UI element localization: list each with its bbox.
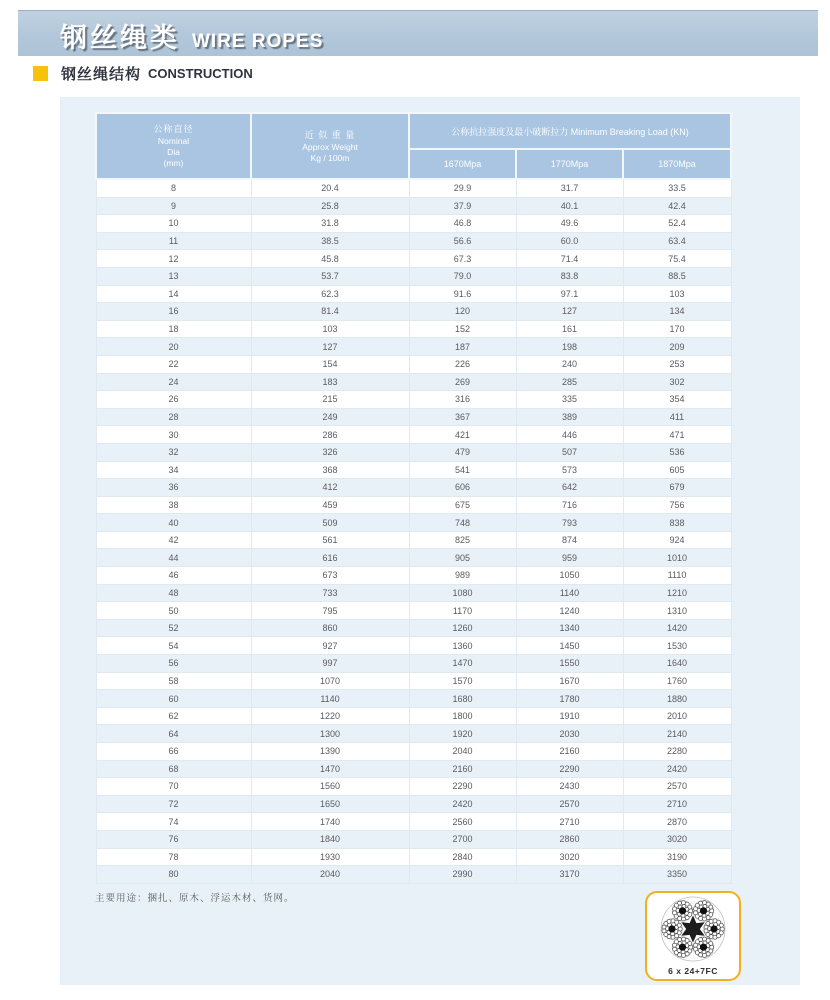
table-row — [96, 672, 731, 690]
table-cell: 1110 — [623, 567, 731, 585]
table-row — [96, 830, 731, 848]
table-cell: 1640 — [623, 655, 731, 673]
table-cell: 2040 — [251, 866, 409, 884]
table-cell: 13 — [96, 267, 251, 285]
table-row — [96, 637, 731, 655]
table-cell: 28 — [96, 408, 251, 426]
col-header-nominal-dia — [96, 113, 251, 179]
table-row — [96, 179, 731, 197]
table-cell: 536 — [623, 443, 731, 461]
table-cell: 1930 — [251, 848, 409, 866]
table-cell: 249 — [251, 408, 409, 426]
table-cell: 924 — [623, 531, 731, 549]
table-cell: 2710 — [623, 795, 731, 813]
table-cell: 52 — [96, 619, 251, 637]
table-cell: 1340 — [516, 619, 623, 637]
table-cell: 302 — [623, 373, 731, 391]
table-row — [96, 443, 731, 461]
table-cell: 286 — [251, 426, 409, 444]
table-row — [96, 725, 731, 743]
table-cell: 2420 — [623, 760, 731, 778]
table-cell: 1670 — [516, 672, 623, 690]
col-header-approx-weight — [251, 113, 409, 179]
table-cell: 44 — [96, 549, 251, 567]
table-cell: 53.7 — [251, 267, 409, 285]
table-cell: 1560 — [251, 778, 409, 796]
table-cell: 269 — [409, 373, 516, 391]
table-cell: 2280 — [623, 743, 731, 761]
table-row — [96, 320, 731, 338]
table-cell: 2160 — [409, 760, 516, 778]
table-cell: 1300 — [251, 725, 409, 743]
table-cell: 479 — [409, 443, 516, 461]
table-cell: 389 — [516, 408, 623, 426]
table-cell: 3020 — [623, 830, 731, 848]
table-cell: 60.0 — [516, 232, 623, 250]
table-row — [96, 549, 731, 567]
table-cell: 509 — [251, 514, 409, 532]
table-cell: 2570 — [516, 795, 623, 813]
table-row — [96, 655, 731, 673]
table-row — [96, 338, 731, 356]
table-cell: 68 — [96, 760, 251, 778]
table-cell: 16 — [96, 303, 251, 321]
table-cell: 31.7 — [516, 179, 623, 197]
table-cell: 1780 — [516, 690, 623, 708]
table-cell: 63.4 — [623, 232, 731, 250]
table-cell: 31.8 — [251, 215, 409, 233]
section-heading — [33, 63, 253, 84]
table-cell: 874 — [516, 531, 623, 549]
table-cell: 675 — [409, 496, 516, 514]
usage-note: 主要用途：捆扎、原木、浮运木材、货网。 — [95, 893, 295, 904]
yellow-bullet-icon — [33, 66, 48, 81]
table-cell: 152 — [409, 320, 516, 338]
table-cell: 71.4 — [516, 250, 623, 268]
table-cell: 120 — [409, 303, 516, 321]
page-title-en: WIRE ROPES — [192, 31, 324, 52]
table-cell: 103 — [623, 285, 731, 303]
table-cell: 421 — [409, 426, 516, 444]
table-row — [96, 707, 731, 725]
col-header-1670mpa: 1670Mpa — [409, 149, 516, 179]
table-cell: 1800 — [409, 707, 516, 725]
table-cell: 10 — [96, 215, 251, 233]
table-row — [96, 778, 731, 796]
table-cell: 1470 — [251, 760, 409, 778]
col-header-line: Kg / 100m — [310, 152, 350, 163]
table-cell: 793 — [516, 514, 623, 532]
table-cell: 2840 — [409, 848, 516, 866]
table-cell: 33.5 — [623, 179, 731, 197]
table-row — [96, 690, 731, 708]
table-cell: 1920 — [409, 725, 516, 743]
table-cell: 46 — [96, 567, 251, 585]
section-title-en: CONSTRUCTION — [148, 66, 253, 81]
table-cell: 1880 — [623, 690, 731, 708]
table-cell: 541 — [409, 461, 516, 479]
table-cell: 446 — [516, 426, 623, 444]
table-cell: 1310 — [623, 602, 731, 620]
table-cell: 756 — [623, 496, 731, 514]
table-cell: 1390 — [251, 743, 409, 761]
table-cell: 2290 — [409, 778, 516, 796]
table-cell: 2570 — [623, 778, 731, 796]
table-cell: 285 — [516, 373, 623, 391]
col-header-1870mpa: 1870Mpa — [623, 149, 731, 179]
table-cell: 25.8 — [251, 197, 409, 215]
table-cell: 80 — [96, 866, 251, 884]
table-cell: 642 — [516, 479, 623, 497]
table-cell: 1550 — [516, 655, 623, 673]
col-header-line: (mm) — [163, 158, 184, 168]
table-cell: 471 — [623, 426, 731, 444]
col-header-line: 近 似 重 量 — [304, 129, 356, 140]
table-row — [96, 267, 731, 285]
table-cell: 673 — [251, 567, 409, 585]
page-title-zh: 钢丝绳类 — [60, 23, 180, 53]
table-row — [96, 567, 731, 585]
table-cell: 368 — [251, 461, 409, 479]
table-cell: 3020 — [516, 848, 623, 866]
table-cell: 60 — [96, 690, 251, 708]
construction-label: 6 x 24+7FC — [668, 966, 718, 976]
table-row — [96, 461, 731, 479]
table-cell: 733 — [251, 584, 409, 602]
content-panel — [60, 97, 800, 985]
table-cell: 2290 — [516, 760, 623, 778]
table-cell: 36 — [96, 479, 251, 497]
table-cell: 411 — [623, 408, 731, 426]
col-header-line: Dia — [167, 147, 180, 157]
table-cell: 46.8 — [409, 215, 516, 233]
table-cell: 81.4 — [251, 303, 409, 321]
table-cell: 989 — [409, 567, 516, 585]
table-cell: 134 — [623, 303, 731, 321]
table-cell: 1070 — [251, 672, 409, 690]
table-cell: 64 — [96, 725, 251, 743]
table-cell: 1220 — [251, 707, 409, 725]
table-cell: 1450 — [516, 637, 623, 655]
table-cell: 20.4 — [251, 179, 409, 197]
table-row — [96, 496, 731, 514]
table-cell: 2140 — [623, 725, 731, 743]
table-cell: 1680 — [409, 690, 516, 708]
table-cell: 78 — [96, 848, 251, 866]
table-row — [96, 408, 731, 426]
table-cell: 2010 — [623, 707, 731, 725]
table-row — [96, 215, 731, 233]
table-cell: 74 — [96, 813, 251, 831]
table-cell: 838 — [623, 514, 731, 532]
table-cell: 103 — [251, 320, 409, 338]
table-cell: 72 — [96, 795, 251, 813]
table-cell: 66 — [96, 743, 251, 761]
table-cell: 187 — [409, 338, 516, 356]
table-cell: 1140 — [516, 584, 623, 602]
table-row — [96, 602, 731, 620]
table-cell: 748 — [409, 514, 516, 532]
table-row — [96, 232, 731, 250]
table-cell: 2420 — [409, 795, 516, 813]
table-cell: 127 — [516, 303, 623, 321]
table-cell: 335 — [516, 391, 623, 409]
table-cell: 367 — [409, 408, 516, 426]
table-row — [96, 743, 731, 761]
table-cell: 2560 — [409, 813, 516, 831]
table-cell: 825 — [409, 531, 516, 549]
table-cell: 1840 — [251, 830, 409, 848]
table-row — [96, 303, 731, 321]
table-cell: 2990 — [409, 866, 516, 884]
table-cell: 9 — [96, 197, 251, 215]
table-cell: 795 — [251, 602, 409, 620]
table-cell: 38.5 — [251, 232, 409, 250]
table-cell: 354 — [623, 391, 731, 409]
table-cell: 79.0 — [409, 267, 516, 285]
table-row — [96, 795, 731, 813]
table-cell: 1080 — [409, 584, 516, 602]
table-cell: 170 — [623, 320, 731, 338]
table-cell: 606 — [409, 479, 516, 497]
table-cell: 30 — [96, 426, 251, 444]
table-cell: 2030 — [516, 725, 623, 743]
table-cell: 88.5 — [623, 267, 731, 285]
table-cell: 62 — [96, 707, 251, 725]
table-cell: 226 — [409, 355, 516, 373]
table-row — [96, 760, 731, 778]
table-cell: 561 — [251, 531, 409, 549]
col-header-line: Approx Weight — [302, 141, 358, 152]
page-header-bar — [18, 10, 818, 56]
table-cell: 97.1 — [516, 285, 623, 303]
table-cell: 997 — [251, 655, 409, 673]
table-cell: 42.4 — [623, 197, 731, 215]
table-row — [96, 197, 731, 215]
table-cell: 22 — [96, 355, 251, 373]
table-cell: 38 — [96, 496, 251, 514]
table-cell: 49.6 — [516, 215, 623, 233]
table-cell: 1360 — [409, 637, 516, 655]
table-cell: 24 — [96, 373, 251, 391]
table-cell: 3190 — [623, 848, 731, 866]
table-row — [96, 866, 731, 884]
table-cell: 2870 — [623, 813, 731, 831]
table-cell: 1140 — [251, 690, 409, 708]
table-cell: 76 — [96, 830, 251, 848]
table-cell: 1740 — [251, 813, 409, 831]
table-cell: 18 — [96, 320, 251, 338]
table-row — [96, 391, 731, 409]
table-cell: 1240 — [516, 602, 623, 620]
table-cell: 62.3 — [251, 285, 409, 303]
table-cell: 459 — [251, 496, 409, 514]
table-cell: 927 — [251, 637, 409, 655]
wire-rope-spec-table — [95, 112, 732, 884]
table-cell: 573 — [516, 461, 623, 479]
table-row — [96, 285, 731, 303]
table-cell: 1530 — [623, 637, 731, 655]
table-cell: 1470 — [409, 655, 516, 673]
col-header-line: 公称直径 — [153, 124, 194, 134]
table-cell: 26 — [96, 391, 251, 409]
table-cell: 2040 — [409, 743, 516, 761]
table-cell: 507 — [516, 443, 623, 461]
table-row — [96, 355, 731, 373]
table-cell: 20 — [96, 338, 251, 356]
table-cell: 326 — [251, 443, 409, 461]
table-header — [96, 113, 731, 179]
table-cell: 127 — [251, 338, 409, 356]
table-cell: 1170 — [409, 602, 516, 620]
table-cell: 2860 — [516, 830, 623, 848]
table-cell: 42 — [96, 531, 251, 549]
table-row — [96, 426, 731, 444]
table-cell: 905 — [409, 549, 516, 567]
table-cell: 70 — [96, 778, 251, 796]
table-cell: 3170 — [516, 866, 623, 884]
table-cell: 183 — [251, 373, 409, 391]
table-cell: 56 — [96, 655, 251, 673]
table-cell: 412 — [251, 479, 409, 497]
table-cell: 58 — [96, 672, 251, 690]
table-cell: 209 — [623, 338, 731, 356]
table-cell: 860 — [251, 619, 409, 637]
table-cell: 1910 — [516, 707, 623, 725]
table-cell: 316 — [409, 391, 516, 409]
table-cell: 1050 — [516, 567, 623, 585]
table-cell: 1010 — [623, 549, 731, 567]
table-row — [96, 619, 731, 637]
table-cell: 1260 — [409, 619, 516, 637]
table-cell: 67.3 — [409, 250, 516, 268]
table-cell: 45.8 — [251, 250, 409, 268]
table-cell: 1210 — [623, 584, 731, 602]
table-cell: 154 — [251, 355, 409, 373]
table-cell: 32 — [96, 443, 251, 461]
table-cell: 1760 — [623, 672, 731, 690]
table-cell: 716 — [516, 496, 623, 514]
table-cell: 161 — [516, 320, 623, 338]
col-header-1770mpa: 1770Mpa — [516, 149, 623, 179]
table-cell: 37.9 — [409, 197, 516, 215]
table-row — [96, 584, 731, 602]
construction-diagram-box — [645, 891, 741, 981]
table-cell: 240 — [516, 355, 623, 373]
table-row — [96, 479, 731, 497]
table-cell: 40.1 — [516, 197, 623, 215]
table-cell: 198 — [516, 338, 623, 356]
wire-rope-cross-section-icon — [649, 895, 737, 965]
table-cell: 215 — [251, 391, 409, 409]
col-header-breaking-load-group: 公称抗拉强度及最小破断拉力 Minimum Breaking Load (KN) — [409, 113, 731, 149]
table-cell: 2710 — [516, 813, 623, 831]
table-cell: 3350 — [623, 866, 731, 884]
table-cell: 679 — [623, 479, 731, 497]
table-cell: 1650 — [251, 795, 409, 813]
table-row — [96, 250, 731, 268]
table-cell: 40 — [96, 514, 251, 532]
table-cell: 2700 — [409, 830, 516, 848]
table-body — [96, 179, 731, 883]
table-cell: 959 — [516, 549, 623, 567]
table-cell: 14 — [96, 285, 251, 303]
table-row — [96, 813, 731, 831]
table-cell: 1570 — [409, 672, 516, 690]
table-cell: 48 — [96, 584, 251, 602]
table-cell: 616 — [251, 549, 409, 567]
table-cell: 52.4 — [623, 215, 731, 233]
table-cell: 56.6 — [409, 232, 516, 250]
table-cell: 34 — [96, 461, 251, 479]
table-row — [96, 373, 731, 391]
table-cell: 2160 — [516, 743, 623, 761]
table-cell: 83.8 — [516, 267, 623, 285]
table-cell: 1420 — [623, 619, 731, 637]
table-cell: 8 — [96, 179, 251, 197]
table-cell: 75.4 — [623, 250, 731, 268]
table-cell: 29.9 — [409, 179, 516, 197]
table-row — [96, 531, 731, 549]
table-cell: 11 — [96, 232, 251, 250]
table-cell: 605 — [623, 461, 731, 479]
section-title-zh: 钢丝绳结构 — [61, 66, 142, 83]
table-row — [96, 848, 731, 866]
col-header-line: Nominal — [157, 136, 190, 146]
table-cell: 54 — [96, 637, 251, 655]
table-cell: 253 — [623, 355, 731, 373]
table-cell: 50 — [96, 602, 251, 620]
table-row — [96, 514, 731, 532]
table-cell: 91.6 — [409, 285, 516, 303]
page-title — [60, 16, 323, 55]
table-cell: 12 — [96, 250, 251, 268]
table-cell: 2430 — [516, 778, 623, 796]
